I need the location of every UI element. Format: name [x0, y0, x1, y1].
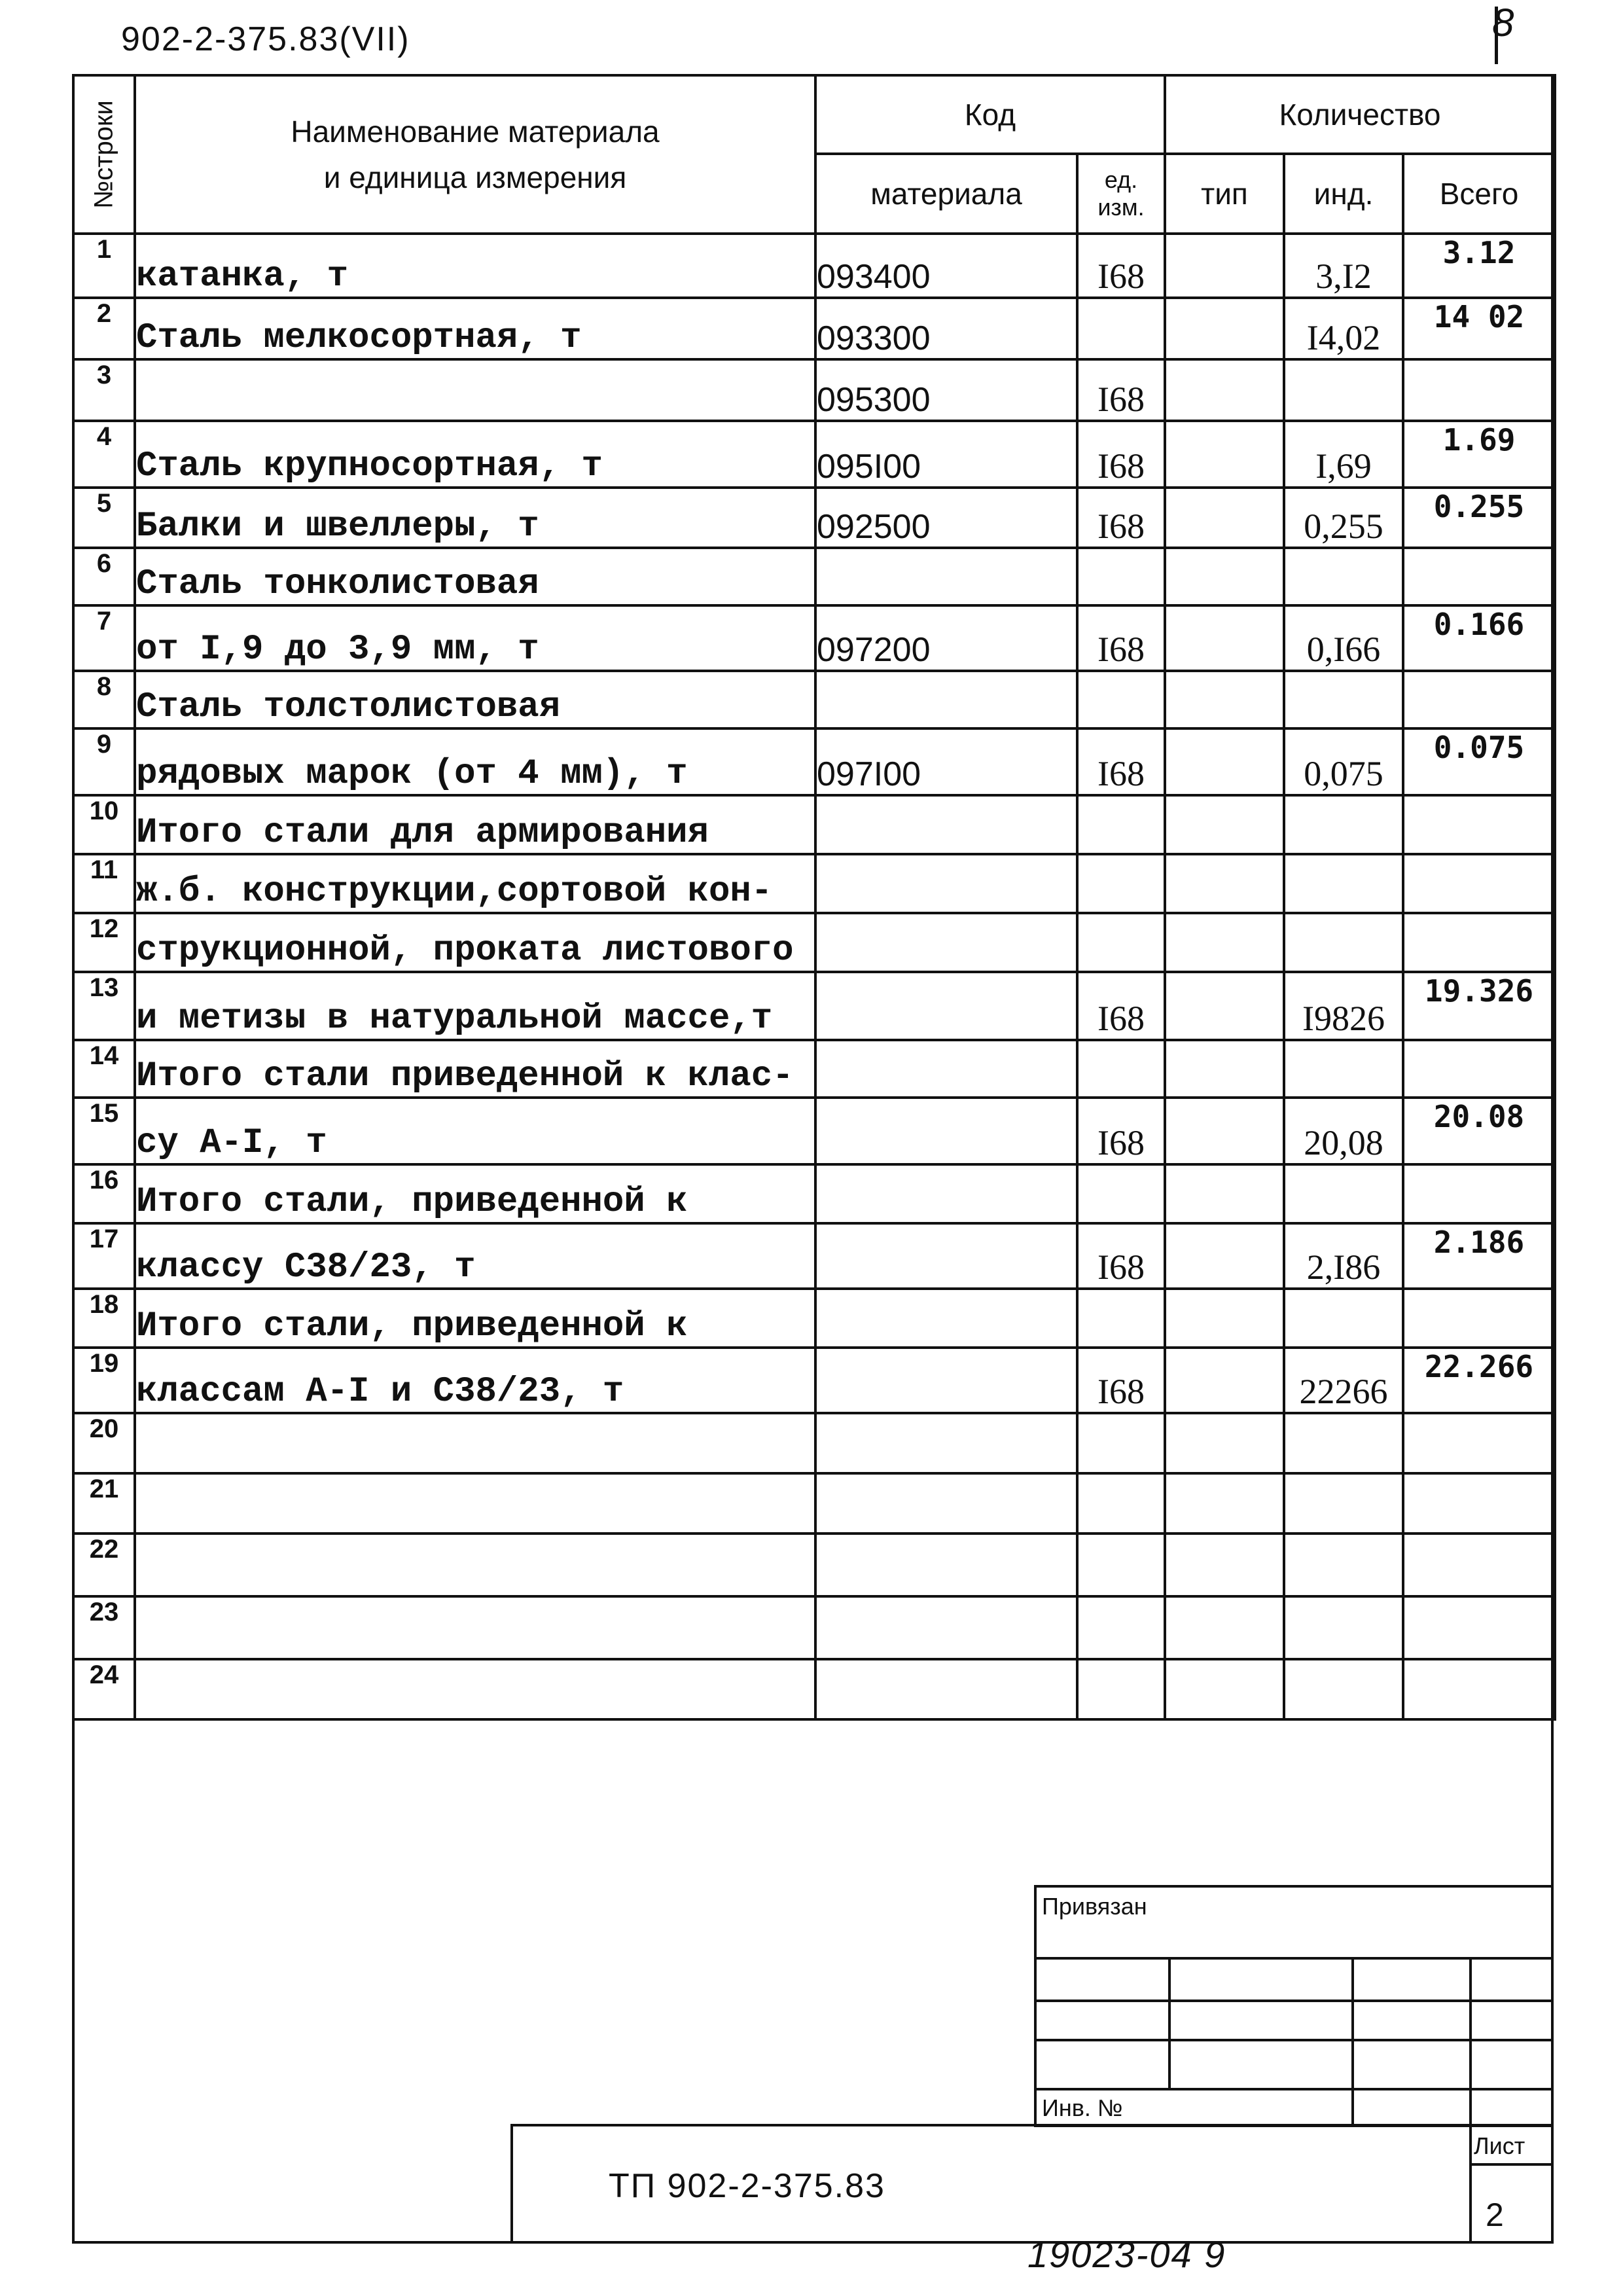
unit-code-cell [1077, 854, 1165, 913]
material-code-cell [815, 548, 1077, 605]
row-number-cell: 18 [73, 1289, 135, 1348]
type-qty-cell [1165, 605, 1284, 671]
individual-qty-cell [1284, 854, 1403, 913]
material-name-cell: и метизы в натуральной массе,т [135, 972, 815, 1040]
code-group-header: Код [815, 75, 1165, 154]
individual-qty-cell [1284, 1164, 1403, 1223]
individual-qty-cell: I9826 [1284, 972, 1403, 1040]
material-name-cell: Сталь мелкосортная, т [135, 298, 815, 359]
individual-qty-cell: 0,075 [1284, 728, 1403, 795]
individual-qty-cell [1284, 548, 1403, 605]
total-qty-cell [1403, 548, 1555, 605]
material-code-cell [815, 1098, 1077, 1164]
individual-qty-cell: 2,I86 [1284, 1223, 1403, 1289]
type-qty-cell [1165, 728, 1284, 795]
row-number-cell: 15 [73, 1098, 135, 1164]
material-name-cell: струкционной, проката листового [135, 913, 815, 972]
unit-code-cell: I68 [1077, 972, 1165, 1040]
type-qty-cell [1165, 1098, 1284, 1164]
material-code-cell [815, 1348, 1077, 1413]
material-code-cell [815, 1473, 1077, 1534]
title-block-line [1469, 2124, 1472, 2244]
material-code-cell [815, 1534, 1077, 1596]
stamp-line [1034, 2039, 1554, 2041]
row-number-cell: 12 [73, 913, 135, 972]
type-qty-cell [1165, 421, 1284, 488]
table-row [73, 1289, 1555, 1348]
unit-code-cell [1077, 1289, 1165, 1348]
total-qty-cell: 2.186 [1403, 1223, 1555, 1289]
material-code-cell [815, 972, 1077, 1040]
row-number-cell: 20 [73, 1413, 135, 1473]
unit-code-header: ед. изм. [1077, 154, 1165, 234]
total-qty-cell: 0.255 [1403, 488, 1555, 548]
unit-code-cell: I68 [1077, 605, 1165, 671]
unit-code-cell [1077, 1473, 1165, 1534]
row-number-cell: 2 [73, 298, 135, 359]
unit-code-cell: I68 [1077, 234, 1165, 298]
material-name-cell: Сталь крупносортная, т [135, 421, 815, 488]
total-qty-cell [1403, 1413, 1555, 1473]
table-row [73, 1348, 1555, 1413]
individual-qty-cell: I,69 [1284, 421, 1403, 488]
row-number-cell: 11 [73, 854, 135, 913]
table-row [73, 298, 1555, 359]
material-code-cell [815, 671, 1077, 728]
table-row [73, 359, 1555, 421]
individual-qty-cell [1284, 913, 1403, 972]
unit-code-cell [1077, 1164, 1165, 1223]
material-name-cell: классам A-I и С38/23, т [135, 1348, 815, 1413]
row-number-cell: 19 [73, 1348, 135, 1413]
table-row [73, 1164, 1555, 1223]
table-row [73, 1473, 1555, 1534]
table-row [73, 1534, 1555, 1596]
material-name-cell: ж.б. конструкции,сортовой кон- [135, 854, 815, 913]
material-name-header: Наименование материала и единица измерения [135, 75, 815, 234]
quantity-group-header: Количество [1165, 75, 1555, 154]
material-name-cell: Итого стали, приведенной к [135, 1164, 815, 1223]
table-row [73, 488, 1555, 548]
attached-label: Привязан [1042, 1893, 1147, 1920]
material-name-cell: Итого стали приведенной к клас- [135, 1040, 815, 1098]
individual-qty-cell [1284, 1659, 1403, 1719]
total-qty-cell: 19.326 [1403, 972, 1555, 1040]
unit-code-cell: I68 [1077, 1098, 1165, 1164]
unit-code-cell: I68 [1077, 728, 1165, 795]
table-row [73, 1413, 1555, 1473]
row-number-cell: 6 [73, 548, 135, 605]
material-name-cell: Итого стали для армирования [135, 795, 815, 854]
total-qty-cell: 22.266 [1403, 1348, 1555, 1413]
total-qty-cell: 20.08 [1403, 1098, 1555, 1164]
unit-code-cell [1077, 1659, 1165, 1719]
type-qty-cell [1165, 1289, 1284, 1348]
sheet-number: 2 [1486, 2197, 1504, 2233]
unit-code-cell: I68 [1077, 1223, 1165, 1289]
document-code: 902-2-375.83(VII) [121, 20, 410, 58]
total-qty-cell [1403, 1659, 1555, 1719]
row-number-cell: 8 [73, 671, 135, 728]
row-number-cell: 21 [73, 1473, 135, 1534]
total-qty-cell [1403, 1289, 1555, 1348]
material-code-cell [815, 1289, 1077, 1348]
material-code-cell: 092500 [815, 488, 1077, 548]
row-number-cell: 23 [73, 1596, 135, 1659]
row-number-cell: 24 [73, 1659, 135, 1719]
row-number-cell: 3 [73, 359, 135, 421]
table-row [73, 913, 1555, 972]
table-row [73, 795, 1555, 854]
individual-qty-cell [1284, 1534, 1403, 1596]
material-name-cell: Сталь тонколистовая [135, 548, 815, 605]
material-name-cell [135, 1473, 815, 1534]
material-code-cell: 093400 [815, 234, 1077, 298]
material-code-cell: 097200 [815, 605, 1077, 671]
total-qty-cell: 0.075 [1403, 728, 1555, 795]
type-qty-cell [1165, 1223, 1284, 1289]
type-qty-cell [1165, 1473, 1284, 1534]
unit-code-cell: I68 [1077, 1348, 1165, 1413]
material-code-cell [815, 1164, 1077, 1223]
row-number-cell: 5 [73, 488, 135, 548]
unit-code-cell [1077, 1596, 1165, 1659]
material-name-cell: Итого стали, приведенной к [135, 1289, 815, 1348]
total-qty-cell [1403, 854, 1555, 913]
unit-code-cell: I68 [1077, 359, 1165, 421]
individual-qty-cell: I4,02 [1284, 298, 1403, 359]
type-qty-cell [1165, 1413, 1284, 1473]
table-row [73, 671, 1555, 728]
total-qty-cell [1403, 1040, 1555, 1098]
individual-qty-cell [1284, 359, 1403, 421]
table-row [73, 728, 1555, 795]
type-qty-cell [1165, 488, 1284, 548]
row-number-cell: 13 [73, 972, 135, 1040]
material-code-cell: 093300 [815, 298, 1077, 359]
table-row [73, 1596, 1555, 1659]
unit-code-cell: I68 [1077, 488, 1165, 548]
type-qty-cell [1165, 1348, 1284, 1413]
material-code-cell: 097I00 [815, 728, 1077, 795]
material-name-cell [135, 1534, 815, 1596]
type-qty-cell [1165, 1040, 1284, 1098]
row-number-cell: 9 [73, 728, 135, 795]
individual-qty-cell [1284, 1040, 1403, 1098]
table-row [73, 1659, 1555, 1719]
material-name-cell [135, 1659, 815, 1719]
material-code-cell [815, 913, 1077, 972]
attachment-stamp [1034, 1885, 1554, 2127]
stamp-line [1168, 1957, 1171, 2088]
inventory-label: Инв. № [1042, 2094, 1123, 2121]
type-qty-cell [1165, 671, 1284, 728]
title-block-line [1469, 2163, 1554, 2166]
type-qty-cell [1165, 795, 1284, 854]
total-qty-cell [1403, 1164, 1555, 1223]
total-qty-cell: 0.166 [1403, 605, 1555, 671]
row-number-cell: 7 [73, 605, 135, 671]
row-number-cell: 4 [73, 421, 135, 488]
type-qty-cell [1165, 1596, 1284, 1659]
type-qty-cell [1165, 1534, 1284, 1596]
table-row [73, 234, 1555, 298]
individual-qty-cell [1284, 1473, 1403, 1534]
table-row [73, 854, 1555, 913]
material-code-cell [815, 795, 1077, 854]
row-number-cell: 22 [73, 1534, 135, 1596]
type-qty-cell [1165, 972, 1284, 1040]
material-code-cell: 095I00 [815, 421, 1077, 488]
total-qty-cell [1403, 671, 1555, 728]
table-row [73, 1223, 1555, 1289]
unit-code-cell [1077, 1534, 1165, 1596]
material-name-cell [135, 359, 815, 421]
material-code-header: материала [815, 154, 1077, 234]
type-qty-cell [1165, 359, 1284, 421]
total-qty-cell: 1.69 [1403, 421, 1555, 488]
row-number-cell: 17 [73, 1223, 135, 1289]
total-qty-cell [1403, 1473, 1555, 1534]
type-header: тип [1165, 154, 1284, 234]
footer-number: 19023-04 9 [1027, 2234, 1226, 2275]
material-name-cell [135, 1413, 815, 1473]
type-qty-cell [1165, 1164, 1284, 1223]
type-qty-cell [1165, 234, 1284, 298]
material-name-cell: су A-I, т [135, 1098, 815, 1164]
total-qty-cell: 14 02 [1403, 298, 1555, 359]
individual-qty-cell: 22266 [1284, 1348, 1403, 1413]
row-number-cell: 14 [73, 1040, 135, 1098]
individual-qty-cell: 0,I66 [1284, 605, 1403, 671]
type-qty-cell [1165, 548, 1284, 605]
material-name-cell [135, 1596, 815, 1659]
stamp-line [1034, 1957, 1554, 1960]
individual-qty-cell: 0,255 [1284, 488, 1403, 548]
individual-header: инд. [1284, 154, 1403, 234]
type-qty-cell [1165, 913, 1284, 972]
material-code-cell: 095300 [815, 359, 1077, 421]
material-name-cell: рядовых марок (от 4 мм), т [135, 728, 815, 795]
stamp-line [1034, 2088, 1554, 2090]
row-number-cell: 10 [73, 795, 135, 854]
stamp-line [1034, 2000, 1554, 2002]
individual-qty-cell [1284, 671, 1403, 728]
material-code-cell [815, 1596, 1077, 1659]
table-row [73, 1098, 1555, 1164]
total-qty-cell [1403, 359, 1555, 421]
total-qty-cell [1403, 1534, 1555, 1596]
unit-code-cell [1077, 671, 1165, 728]
total-qty-cell [1403, 795, 1555, 854]
row-number-cell: 1 [73, 234, 135, 298]
total-header: Всего [1403, 154, 1555, 234]
table-row [73, 548, 1555, 605]
total-qty-cell: 3.12 [1403, 234, 1555, 298]
material-code-cell [815, 1659, 1077, 1719]
unit-code-cell [1077, 1040, 1165, 1098]
row-number-header: №строки [73, 75, 135, 234]
table-row [73, 1040, 1555, 1098]
unit-code-cell [1077, 298, 1165, 359]
material-code-cell [815, 1413, 1077, 1473]
unit-code-cell: I68 [1077, 421, 1165, 488]
material-name-cell: классу С38/23, т [135, 1223, 815, 1289]
stamp-line [1351, 1957, 1354, 2127]
material-name-cell: от I,9 до 3,9 мм, т [135, 605, 815, 671]
type-qty-cell [1165, 854, 1284, 913]
material-name-cell: Сталь толстолистовая [135, 671, 815, 728]
material-name-cell: Балки и швеллеры, т [135, 488, 815, 548]
individual-qty-cell: 20,08 [1284, 1098, 1403, 1164]
table-row [73, 605, 1555, 671]
material-name-cell: катанка, т [135, 234, 815, 298]
row-number-cell: 16 [73, 1164, 135, 1223]
stamp-line [1469, 1957, 1472, 2127]
individual-qty-cell [1284, 1413, 1403, 1473]
table-row [73, 421, 1555, 488]
project-label: ТП 902-2-375.83 [609, 2167, 885, 2205]
individual-qty-cell [1284, 1596, 1403, 1659]
material-code-cell [815, 854, 1077, 913]
material-code-cell [815, 1223, 1077, 1289]
unit-code-cell [1077, 795, 1165, 854]
unit-code-cell [1077, 548, 1165, 605]
unit-code-cell [1077, 913, 1165, 972]
total-qty-cell [1403, 913, 1555, 972]
individual-qty-cell: 3,I2 [1284, 234, 1403, 298]
individual-qty-cell [1284, 795, 1403, 854]
material-code-cell [815, 1040, 1077, 1098]
total-qty-cell [1403, 1596, 1555, 1659]
sheet-label: Лист [1474, 2132, 1525, 2159]
unit-code-cell [1077, 1413, 1165, 1473]
sheet-mark: 8 [1492, 1, 1514, 45]
type-qty-cell [1165, 1659, 1284, 1719]
individual-qty-cell [1284, 1289, 1403, 1348]
table-row [73, 972, 1555, 1040]
materials-table [72, 74, 1556, 1721]
type-qty-cell [1165, 298, 1284, 359]
